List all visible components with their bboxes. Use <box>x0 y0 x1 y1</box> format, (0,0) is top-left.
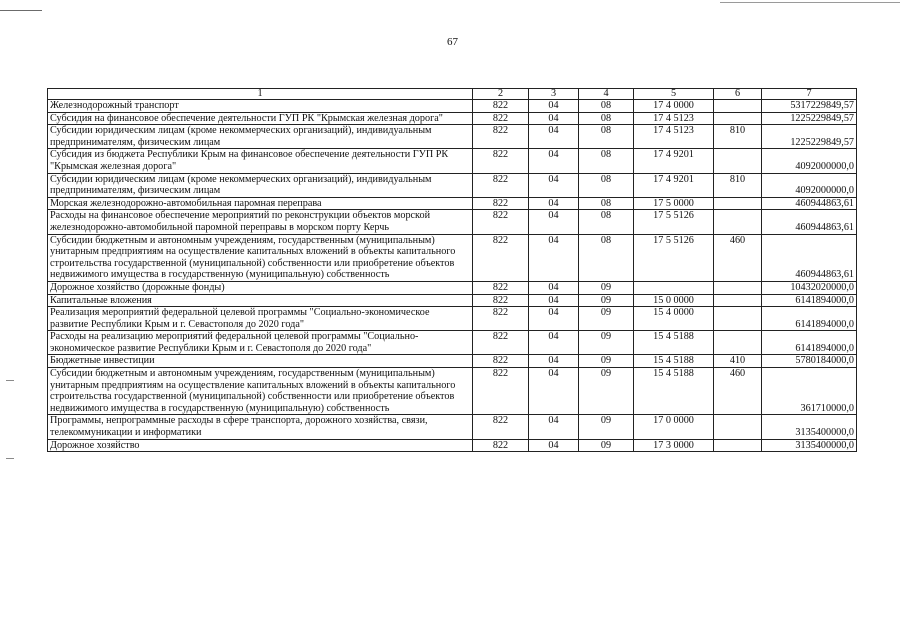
row-code-cell: 04 <box>529 281 579 294</box>
table-row <box>48 173 857 197</box>
row-code-cell: 09 <box>579 368 634 415</box>
row-code-cell <box>714 331 762 355</box>
row-code-cell: 17 5 5126 <box>634 234 714 281</box>
row-code-cell: 822 <box>473 294 529 307</box>
row-code-cell: 08 <box>579 100 634 113</box>
row-amount-cell: 1225229849,57 <box>762 125 857 149</box>
budget-table <box>47 88 857 452</box>
row-code-cell: 17 4 5123 <box>634 125 714 149</box>
scan-artifact-line <box>720 2 900 3</box>
row-code-cell: 08 <box>579 173 634 197</box>
row-code-cell <box>714 149 762 173</box>
row-code-cell: 460 <box>714 234 762 281</box>
row-code-cell: 04 <box>529 439 579 452</box>
row-name-cell: Субсидии юридическим лицам (кроме некоммерческих организаций), индивидуальным предпринимателям, физическим лицам <box>48 173 473 197</box>
row-code-cell <box>714 281 762 294</box>
row-code-cell: 822 <box>473 368 529 415</box>
row-code-cell: 09 <box>579 439 634 452</box>
row-code-cell <box>714 307 762 331</box>
row-name-cell: Субсидии бюджетным и автономным учреждениям, государственным (муниципальным) унитарным предприятиям на осуществление капитальных вложений в объекты капитального строительства государственной (муниципальной) собственности или приобретение объектов недвижимого имущества в государственную (муниципальную) собственность <box>48 234 473 281</box>
row-code-cell: 09 <box>579 415 634 439</box>
row-code-cell: 09 <box>579 294 634 307</box>
row-name-cell: Расходы на финансовое обеспечение мероприятий по реконструкции объектов морской железнодорожно-автомобильной паромной переправы в морском порту Керчь <box>48 210 473 234</box>
column-header: 7 <box>762 89 857 100</box>
table-header-row <box>48 89 857 100</box>
table-row <box>48 307 857 331</box>
table-row <box>48 125 857 149</box>
row-code-cell: 08 <box>579 210 634 234</box>
table-row <box>48 210 857 234</box>
row-code-cell: 822 <box>473 307 529 331</box>
row-code-cell: 04 <box>529 125 579 149</box>
row-name-cell: Капитальные вложения <box>48 294 473 307</box>
row-name-cell: Субсидии бюджетным и автономным учреждениям, государственным (муниципальным) унитарным предприятиям на осуществление капитальных вложений в объекты капитального строительства государственной (муниципальной) собственности или приобретение объектов недвижимого имущества в государственную (муниципальную) собственность <box>48 368 473 415</box>
row-code-cell: 04 <box>529 173 579 197</box>
column-header: 1 <box>48 89 473 100</box>
row-name-cell: Расходы на реализацию мероприятий федеральной целевой программы "Социально-экономическое развитие Республики Крым и г. Севастополя до 2020 года" <box>48 331 473 355</box>
row-code-cell: 822 <box>473 281 529 294</box>
row-code-cell: 822 <box>473 234 529 281</box>
row-code-cell: 04 <box>529 307 579 331</box>
row-code-cell: 04 <box>529 368 579 415</box>
row-code-cell: 822 <box>473 125 529 149</box>
scan-artifact-mark <box>6 458 14 459</box>
row-code-cell <box>714 439 762 452</box>
row-name-cell: Субсидия из бюджета Республики Крым на финансовое обеспечение деятельности ГУП РК "Крымская железная дорога" <box>48 149 473 173</box>
row-amount-cell: 5780184000,0 <box>762 355 857 368</box>
table-row <box>48 112 857 125</box>
row-code-cell: 460 <box>714 368 762 415</box>
table-row <box>48 439 857 452</box>
table-row <box>48 234 857 281</box>
row-code-cell: 15 4 0000 <box>634 307 714 331</box>
row-code-cell: 822 <box>473 197 529 210</box>
row-code-cell: 17 5 0000 <box>634 197 714 210</box>
row-code-cell: 08 <box>579 125 634 149</box>
row-amount-cell: 6141894000,0 <box>762 331 857 355</box>
row-code-cell: 08 <box>579 197 634 210</box>
row-code-cell: 822 <box>473 100 529 113</box>
row-amount-cell: 6141894000,0 <box>762 294 857 307</box>
row-name-cell: Субсидия на финансовое обеспечение деятельности ГУП РК "Крымская железная дорога" <box>48 112 473 125</box>
row-code-cell: 822 <box>473 210 529 234</box>
row-code-cell: 15 4 5188 <box>634 331 714 355</box>
row-code-cell: 410 <box>714 355 762 368</box>
row-name-cell: Дорожное хозяйство <box>48 439 473 452</box>
row-code-cell: 04 <box>529 149 579 173</box>
row-code-cell: 17 3 0000 <box>634 439 714 452</box>
row-amount-cell: 4092000000,0 <box>762 173 857 197</box>
row-code-cell: 04 <box>529 415 579 439</box>
row-code-cell: 822 <box>473 112 529 125</box>
row-code-cell: 17 4 9201 <box>634 173 714 197</box>
table-row <box>48 281 857 294</box>
row-name-cell: Железнодорожный транспорт <box>48 100 473 113</box>
row-name-cell: Морская железнодорожно-автомобильная паромная переправа <box>48 197 473 210</box>
row-code-cell: 15 4 5188 <box>634 355 714 368</box>
row-code-cell: 08 <box>579 112 634 125</box>
row-code-cell: 810 <box>714 125 762 149</box>
row-amount-cell: 3135400000,0 <box>762 415 857 439</box>
row-code-cell: 09 <box>579 307 634 331</box>
row-code-cell: 17 4 5123 <box>634 112 714 125</box>
row-amount-cell: 5317229849,57 <box>762 100 857 113</box>
row-name-cell: Реализация мероприятий федеральной целевой программы "Социально-экономическое развитие Республики Крым и г. Севастополя до 2020 года" <box>48 307 473 331</box>
row-code-cell: 09 <box>579 281 634 294</box>
table-row <box>48 331 857 355</box>
column-header: 3 <box>529 89 579 100</box>
row-code-cell: 810 <box>714 173 762 197</box>
row-code-cell <box>714 112 762 125</box>
row-code-cell: 04 <box>529 294 579 307</box>
row-code-cell <box>634 281 714 294</box>
row-amount-cell: 460944863,61 <box>762 234 857 281</box>
row-amount-cell: 3135400000,0 <box>762 439 857 452</box>
table-row <box>48 149 857 173</box>
scan-artifact-mark <box>6 380 14 381</box>
row-name-cell: Программы, непрограммные расходы в сфере транспорта, дорожного хозяйства, связи, телекоммуникации и информатики <box>48 415 473 439</box>
row-amount-cell: 4092000000,0 <box>762 149 857 173</box>
row-code-cell: 15 0 0000 <box>634 294 714 307</box>
scan-artifact-line <box>0 10 42 11</box>
row-code-cell: 08 <box>579 149 634 173</box>
row-code-cell: 04 <box>529 331 579 355</box>
row-code-cell: 04 <box>529 112 579 125</box>
row-code-cell: 08 <box>579 234 634 281</box>
row-code-cell: 04 <box>529 355 579 368</box>
page-number: 67 <box>447 36 458 48</box>
column-header: 6 <box>714 89 762 100</box>
row-code-cell: 04 <box>529 197 579 210</box>
table-row <box>48 368 857 415</box>
table-row <box>48 415 857 439</box>
row-code-cell: 822 <box>473 439 529 452</box>
row-code-cell <box>714 100 762 113</box>
row-amount-cell: 6141894000,0 <box>762 307 857 331</box>
row-name-cell: Субсидии юридическим лицам (кроме некоммерческих организаций), индивидуальным предпринимателям, физическим лицам <box>48 125 473 149</box>
row-code-cell: 822 <box>473 149 529 173</box>
row-code-cell <box>714 294 762 307</box>
row-code-cell: 822 <box>473 415 529 439</box>
row-code-cell: 17 4 0000 <box>634 100 714 113</box>
column-header: 2 <box>473 89 529 100</box>
row-amount-cell: 1225229849,57 <box>762 112 857 125</box>
row-amount-cell: 10432020000,0 <box>762 281 857 294</box>
row-amount-cell: 460944863,61 <box>762 197 857 210</box>
row-amount-cell: 361710000,0 <box>762 368 857 415</box>
row-code-cell: 09 <box>579 331 634 355</box>
row-code-cell: 822 <box>473 173 529 197</box>
row-code-cell: 822 <box>473 355 529 368</box>
row-code-cell <box>714 210 762 234</box>
table-row <box>48 355 857 368</box>
row-code-cell: 15 4 5188 <box>634 368 714 415</box>
row-code-cell: 17 4 9201 <box>634 149 714 173</box>
table-row <box>48 100 857 113</box>
row-code-cell: 04 <box>529 234 579 281</box>
row-name-cell: Дорожное хозяйство (дорожные фонды) <box>48 281 473 294</box>
table-row <box>48 197 857 210</box>
column-header: 5 <box>634 89 714 100</box>
row-code-cell: 04 <box>529 100 579 113</box>
row-name-cell: Бюджетные инвестиции <box>48 355 473 368</box>
column-header: 4 <box>579 89 634 100</box>
row-amount-cell: 460944863,61 <box>762 210 857 234</box>
row-code-cell <box>714 197 762 210</box>
table-row <box>48 294 857 307</box>
row-code-cell <box>714 415 762 439</box>
row-code-cell: 822 <box>473 331 529 355</box>
row-code-cell: 17 5 5126 <box>634 210 714 234</box>
row-code-cell: 17 0 0000 <box>634 415 714 439</box>
row-code-cell: 04 <box>529 210 579 234</box>
row-code-cell: 09 <box>579 355 634 368</box>
